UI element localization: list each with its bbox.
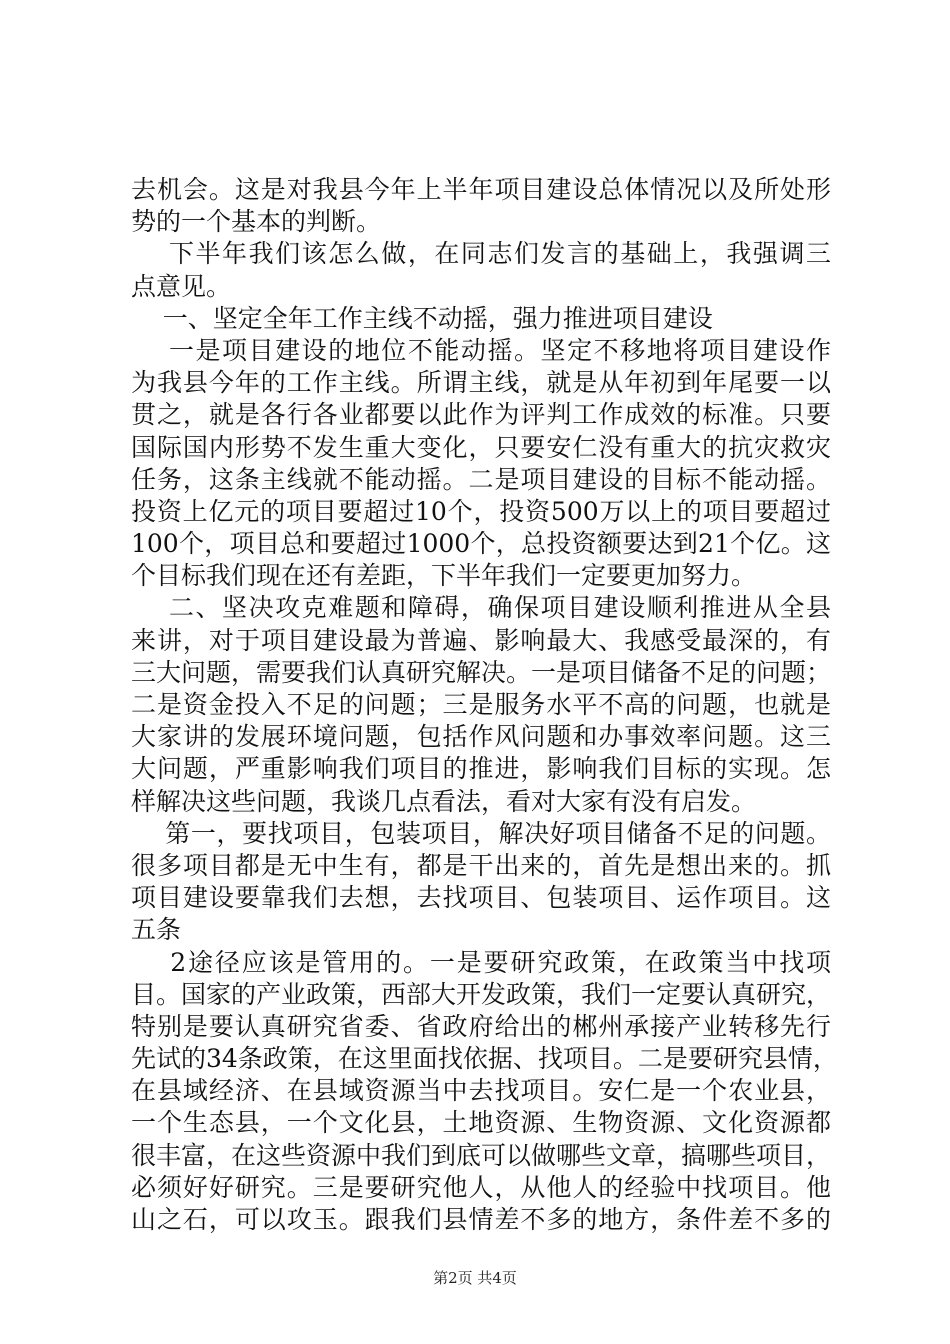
text-line: 目。国家的产业政策，西部大开发政策，我们一定要认真研究， [131, 979, 832, 1009]
text-line: 特别是要认真研究省委、省政府给出的郴州承接产业转移先行 [131, 1011, 831, 1041]
text-line: 山之石，可以攻玉。跟我们县情差不多的地方，条件差不多的 [131, 1205, 831, 1234]
text-line: 任务，这条主线就不能动摇。二是项目建设的目标不能动摇。 [131, 464, 831, 494]
text-line: 第一，要找项目，包装项目，解决好项目储备不足的问题。 [131, 818, 831, 848]
text-line: 项目建设要靠我们去想，去找项目、包装项目、运作项目。这 [131, 883, 831, 913]
text-line: 一个生态县，一个文化县，土地资源、生物资源、文化资源都 [131, 1108, 831, 1138]
page-footer: 第2页 共4页 [433, 1269, 517, 1287]
text-line: 必须好好研究。三是要研究他人，从他人的经验中找项目。他 [131, 1172, 831, 1202]
text-line: 在县域经济、在县域资源当中去找项目。安仁是一个农业县， [131, 1076, 831, 1106]
text-line: 二、坚决攻克难题和障碍，确保项目建设顺利推进从全县 [131, 593, 831, 623]
text-line: 来讲，对于项目建设最为普遍、影响最大、我感受最深的，有 [131, 625, 831, 655]
text-line: 样解决这些问题，我谈几点看法，看对大家有没有启发。 [131, 786, 757, 816]
text-line: 二是资金投入不足的问题；三是服务水平不高的问题，也就是 [131, 690, 831, 719]
text-line: 贯之，就是各行各业都要以此作为评判工作成效的标准。只要 [131, 400, 831, 430]
text-line: 个目标我们现在还有差距，下半年我们一定要更加努力。 [131, 561, 757, 591]
text-line: 国际国内形势不发生重大变化，只要安仁没有重大的抗灾救灾 [131, 432, 831, 462]
text-line: 大问题，严重影响我们项目的推进，影响我们目标的实现。怎 [131, 754, 831, 784]
text-line: 很多项目都是无中生有，都是干出来的，首先是想出来的。抓 [131, 850, 831, 880]
text-line: 五条 [131, 915, 182, 945]
text-line: 100个，项目总和要超过1000个，总投资额要达到21个亿。这 [131, 529, 831, 559]
text-line: 点意见。 [131, 271, 232, 301]
text-line: 投资上亿元的项目要超过10个，投资500万以上的项目要超过 [131, 496, 831, 526]
text-line: 去机会。这是对我县今年上半年项目建设总体情况以及所处形 [131, 175, 831, 204]
text-line: 大家讲的发展环境问题，包括作风问题和办事效率问题。这三 [131, 722, 831, 752]
text-line: 一、坚定全年工作主线不动摇，强力推进项目建设 [131, 303, 713, 333]
text-line: 先试的34条政策，在这里面找依据、找项目。二是要研究县情， [131, 1044, 838, 1074]
text-line: 为我县今年的工作主线。所谓主线，就是从年初到年尾要一以 [131, 368, 831, 398]
body-text [131, 174, 838, 1236]
text-line: 下半年我们该怎么做，在同志们发言的基础上，我强调三 [131, 239, 831, 269]
text-line: 2途径应该是管用的。一是要研究政策，在政策当中找项 [131, 947, 831, 977]
text-line: 三大问题，需要我们认真研究解决。一是项目储备不足的问题； [131, 657, 832, 687]
text-line: 势的一个基本的判断。 [131, 207, 382, 237]
text-line: 很丰富，在这些资源中我们到底可以做哪些文章，搞哪些项目， [131, 1140, 832, 1170]
text-line: 一是项目建设的地位不能动摇。坚定不移地将项目建设作 [131, 335, 831, 365]
